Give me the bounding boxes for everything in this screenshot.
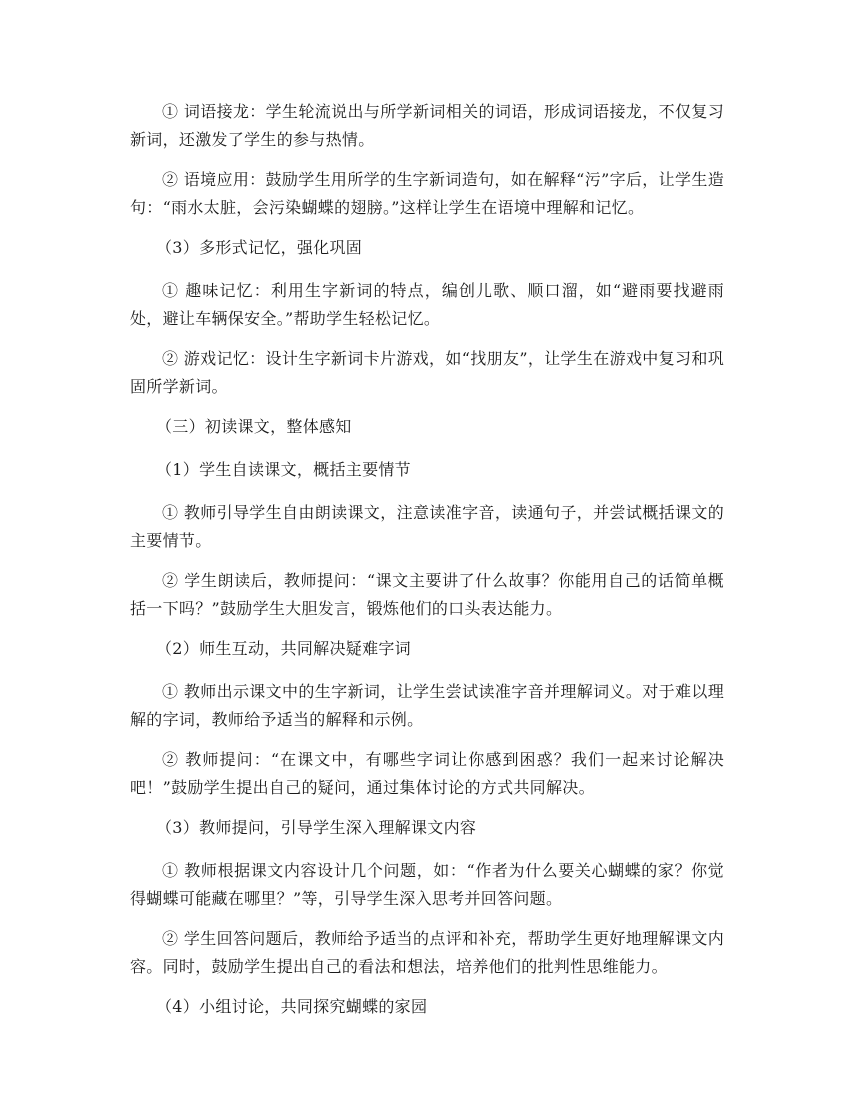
- paragraph-word-chain: ① 词语接龙：学生轮流说出与所学新词相关的词语，形成词语接龙，不仅复习新词，还激发了学生的参与热情。: [130, 102, 724, 149]
- subheading-self-reading: （1）学生自读课文，概括主要情节: [156, 460, 411, 479]
- paragraph-context-application: ② 语境应用：鼓励学生用所学的生字新词造句，如在解释“污”字后，让学生造句：“雨水太脏，会污染蝴蝶的翅膀。”这样让学生在语境中理解和记忆。: [130, 170, 724, 217]
- paragraph-game-memory: ② 游戏记忆：设计生字新词卡片游戏，如“找朋友”，让学生在游戏中复习和巩固所学新词。: [130, 349, 724, 396]
- paragraph-teacher-asks-story: ② 学生朗读后，教师提问：“课文主要讲了什么故事？你能用自己的话简单概括一下吗？”鼓励学生大胆发言，锻炼他们的口头表达能力。: [130, 571, 724, 618]
- subheading-group-discussion: （4）小组讨论，共同探究蝴蝶的家园: [156, 997, 428, 1016]
- paragraph-show-new-words: ① 教师出示课文中的生字新词，让学生尝试读准字音并理解词义。对于难以理解的字词，教师给予适当的解释和示例。: [130, 682, 724, 729]
- paragraph-teacher-guides-reading: ① 教师引导学生自由朗读课文，注意读准字音，读通句子，并尝试概括课文的主要情节。: [130, 503, 724, 550]
- subheading-deep-understanding: （3）教师提问，引导学生深入理解课文内容: [156, 818, 477, 837]
- document-body: [130, 98, 724, 1036]
- section-heading-first-reading: （三）初读课文，整体感知: [156, 417, 352, 436]
- subheading-solve-difficult-words: （2）师生互动，共同解决疑难字词: [156, 639, 411, 658]
- paragraph-feedback-critical-thinking: ② 学生回答问题后，教师给予适当的点评和补充，帮助学生更好地理解课文内容。同时，鼓励学生提出自己的看法和想法，培养他们的批判性思维能力。: [130, 929, 724, 976]
- paragraph-ask-confusing-words: ② 教师提问：“在课文中，有哪些字词让你感到困惑？我们一起来讨论解决吧！”鼓励学生提出自己的疑问，通过集体讨论的方式共同解决。: [130, 750, 724, 797]
- paragraph-fun-memory: ① 趣味记忆：利用生字新词的特点，编创儿歌、顺口溜，如“避雨要找避雨处，避让车辆保安全。”帮助学生轻松记忆。: [130, 281, 724, 328]
- paragraph-design-questions: ① 教师根据课文内容设计几个问题，如：“作者为什么要关心蝴蝶的家？你觉得蝴蝶可能藏在哪里？”等，引导学生深入思考并回答问题。: [130, 861, 724, 908]
- subheading-multi-form-memory: （3）多形式记忆，强化巩固: [156, 238, 363, 257]
